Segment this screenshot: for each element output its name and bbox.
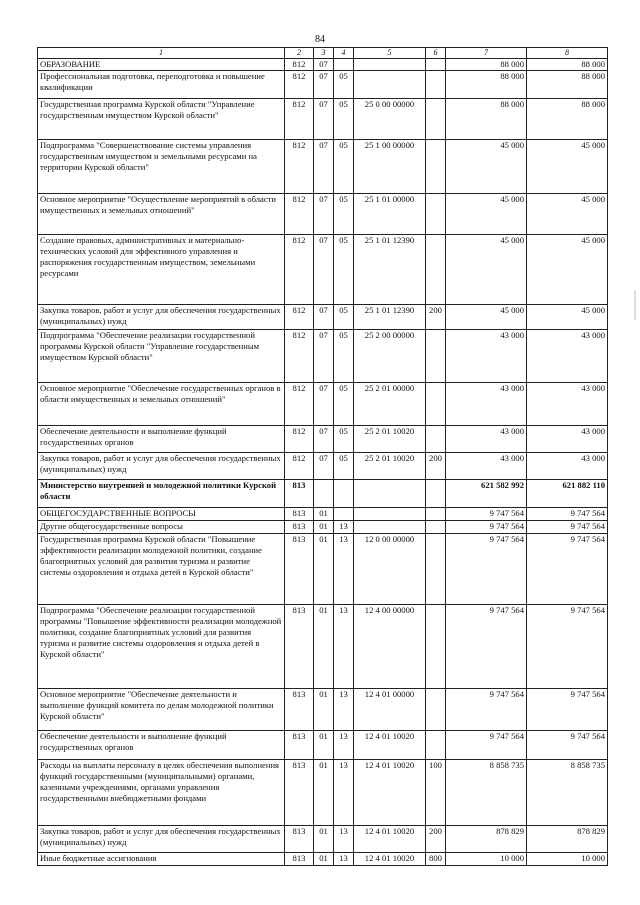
cell-rz: 01 xyxy=(314,521,334,534)
cell-grbs: 812 xyxy=(285,59,314,71)
cell-vr: 200 xyxy=(426,305,446,330)
cell-rz: 07 xyxy=(314,426,334,453)
row-name: Министерство внутренней и молодежной политики Курской области xyxy=(38,480,285,508)
cell-csr xyxy=(354,71,426,99)
column-number-row xyxy=(38,48,608,59)
cell-grbs: 813 xyxy=(285,760,314,826)
cell-csr xyxy=(354,521,426,534)
cell-amount-year2: 45 000 xyxy=(527,140,608,194)
cell-rz: 07 xyxy=(314,453,334,480)
cell-pr: 13 xyxy=(334,826,354,853)
cell-grbs: 812 xyxy=(285,71,314,99)
cell-amount-year2: 88 000 xyxy=(527,99,608,140)
cell-amount-year1: 9 747 564 xyxy=(446,605,527,689)
table-row xyxy=(38,826,608,853)
cell-pr: 13 xyxy=(334,689,354,731)
row-name: Подпрограмма "Совершенствование системы управления государственным имуществом и земельными ресурсами на территории Курской области" xyxy=(38,140,285,194)
cell-vr: 200 xyxy=(426,453,446,480)
cell-vr xyxy=(426,59,446,71)
cell-vr xyxy=(426,140,446,194)
cell-rz: 07 xyxy=(314,194,334,235)
cell-rz: 07 xyxy=(314,99,334,140)
cell-amount-year2: 43 000 xyxy=(527,426,608,453)
cell-amount-year2: 9 747 564 xyxy=(527,508,608,521)
cell-amount-year1: 621 582 992 xyxy=(446,480,527,508)
table-row xyxy=(38,480,608,508)
cell-amount-year2: 45 000 xyxy=(527,305,608,330)
column-header: 4 xyxy=(334,48,354,59)
cell-csr: 25 2 01 00000 xyxy=(354,383,426,426)
cell-amount-year1: 45 000 xyxy=(446,305,527,330)
cell-amount-year1: 9 747 564 xyxy=(446,689,527,731)
table-row xyxy=(38,71,608,99)
cell-csr: 12 4 00 00000 xyxy=(354,605,426,689)
cell-amount-year1: 88 000 xyxy=(446,71,527,99)
cell-amount-year2: 9 747 564 xyxy=(527,689,608,731)
cell-rz: 01 xyxy=(314,534,334,605)
table-row xyxy=(38,521,608,534)
column-header: 5 xyxy=(354,48,426,59)
cell-grbs: 812 xyxy=(285,305,314,330)
cell-csr: 25 1 01 12390 xyxy=(354,305,426,330)
cell-vr xyxy=(426,480,446,508)
cell-pr xyxy=(334,508,354,521)
table-row xyxy=(38,508,608,521)
table-row xyxy=(38,59,608,71)
cell-amount-year2: 9 747 564 xyxy=(527,534,608,605)
row-name: Подпрограмма "Обеспечение реализации государственной программы Курской области "Управление государственным имуществом Курской области" xyxy=(38,330,285,383)
cell-csr: 12 4 01 00000 xyxy=(354,689,426,731)
cell-csr: 25 2 01 10020 xyxy=(354,426,426,453)
cell-pr: 13 xyxy=(334,521,354,534)
table-row xyxy=(38,194,608,235)
cell-csr: 25 1 01 00000 xyxy=(354,194,426,235)
table-row xyxy=(38,383,608,426)
cell-amount-year2: 9 747 564 xyxy=(527,731,608,760)
row-name: Обеспечение деятельности и выполнение функций государственных органов xyxy=(38,731,285,760)
cell-csr: 25 1 00 00000 xyxy=(354,140,426,194)
row-name: Другие общегосударственные вопросы xyxy=(38,521,285,534)
table-row xyxy=(38,99,608,140)
cell-amount-year2: 88 000 xyxy=(527,59,608,71)
cell-amount-year1: 9 747 564 xyxy=(446,508,527,521)
cell-amount-year2: 8 858 735 xyxy=(527,760,608,826)
cell-pr: 05 xyxy=(334,383,354,426)
cell-vr xyxy=(426,689,446,731)
cell-grbs: 813 xyxy=(285,521,314,534)
cell-rz: 01 xyxy=(314,689,334,731)
cell-csr xyxy=(354,480,426,508)
cell-vr xyxy=(426,99,446,140)
row-name: Основное мероприятие "Осуществление мероприятий в области имущественных и земельных отношений" xyxy=(38,194,285,235)
cell-pr: 05 xyxy=(334,453,354,480)
cell-grbs: 812 xyxy=(285,140,314,194)
cell-pr: 05 xyxy=(334,99,354,140)
cell-pr: 05 xyxy=(334,71,354,99)
cell-amount-year1: 88 000 xyxy=(446,59,527,71)
cell-amount-year2: 10 000 xyxy=(527,853,608,866)
cell-amount-year1: 9 747 564 xyxy=(446,534,527,605)
column-header: 6 xyxy=(426,48,446,59)
cell-pr: 05 xyxy=(334,426,354,453)
cell-grbs: 812 xyxy=(285,99,314,140)
cell-pr: 13 xyxy=(334,731,354,760)
cell-csr: 25 0 00 00000 xyxy=(354,99,426,140)
cell-amount-year2: 621 882 110 xyxy=(527,480,608,508)
cell-rz: 07 xyxy=(314,71,334,99)
row-name: Государственная программа Курской области "Управление государственным имуществом Курской области" xyxy=(38,99,285,140)
cell-vr xyxy=(426,194,446,235)
cell-vr xyxy=(426,731,446,760)
cell-amount-year2: 9 747 564 xyxy=(527,605,608,689)
cell-csr: 25 2 00 00000 xyxy=(354,330,426,383)
cell-vr: 200 xyxy=(426,826,446,853)
cell-grbs: 813 xyxy=(285,853,314,866)
cell-grbs: 812 xyxy=(285,426,314,453)
cell-csr: 25 1 01 12390 xyxy=(354,235,426,305)
cell-csr: 12 4 01 10020 xyxy=(354,853,426,866)
cell-amount-year2: 45 000 xyxy=(527,194,608,235)
cell-rz: 07 xyxy=(314,383,334,426)
cell-amount-year1: 45 000 xyxy=(446,140,527,194)
cell-rz: 07 xyxy=(314,330,334,383)
cell-csr: 12 4 01 10020 xyxy=(354,760,426,826)
row-name: Профессиональная подготовка, переподготовка и повышение квалификации xyxy=(38,71,285,99)
cell-pr xyxy=(334,480,354,508)
cell-rz xyxy=(314,480,334,508)
cell-pr: 13 xyxy=(334,534,354,605)
cell-amount-year1: 878 829 xyxy=(446,826,527,853)
row-name: Подпрограмма "Обеспечение реализации государственной программы "Повышение эффективности реализации молодежной политики, создание благоприятных условий для развития туризма и развитие системы оздоровления и отдыха детей в Курской области" xyxy=(38,605,285,689)
cell-pr xyxy=(334,59,354,71)
cell-vr xyxy=(426,534,446,605)
cell-vr xyxy=(426,383,446,426)
cell-vr xyxy=(426,605,446,689)
cell-amount-year1: 43 000 xyxy=(446,426,527,453)
cell-grbs: 813 xyxy=(285,534,314,605)
cell-amount-year1: 9 747 564 xyxy=(446,731,527,760)
cell-grbs: 813 xyxy=(285,731,314,760)
cell-csr: 12 4 01 10020 xyxy=(354,731,426,760)
cell-csr: 12 4 01 10020 xyxy=(354,826,426,853)
table-row xyxy=(38,760,608,826)
cell-rz: 07 xyxy=(314,59,334,71)
table-row xyxy=(38,140,608,194)
budget-table xyxy=(37,47,608,866)
row-name: Иные бюджетные ассигнования xyxy=(38,853,285,866)
cell-grbs: 813 xyxy=(285,508,314,521)
column-header: 8 xyxy=(527,48,608,59)
cell-amount-year1: 43 000 xyxy=(446,453,527,480)
row-name: Обеспечение деятельности и выполнение функций государственных органов xyxy=(38,426,285,453)
cell-pr: 13 xyxy=(334,760,354,826)
cell-grbs: 812 xyxy=(285,235,314,305)
row-name: ОБРАЗОВАНИЕ xyxy=(38,59,285,71)
cell-vr xyxy=(426,71,446,99)
cell-pr: 13 xyxy=(334,853,354,866)
cell-pr: 05 xyxy=(334,330,354,383)
row-name: Закупка товаров, работ и услуг для обеспечения государственных (муниципальных) нужд xyxy=(38,453,285,480)
cell-grbs: 812 xyxy=(285,453,314,480)
cell-vr xyxy=(426,330,446,383)
row-name: Создание правовых, административных и материально-технических условий для эффективного управления и распоряжения государственным имуществом, земельными ресурсами xyxy=(38,235,285,305)
cell-grbs: 813 xyxy=(285,826,314,853)
cell-amount-year2: 43 000 xyxy=(527,453,608,480)
page-number: 84 xyxy=(315,34,325,45)
row-name: Государственная программа Курской области "Повышение эффективности реализации молодежной политики, создание благоприятных условий для развития туризма и развитие системы оздоровления и отдыха детей в Курской области" xyxy=(38,534,285,605)
row-name: Основное мероприятие "Обеспечение деятельности и выполнение функций комитета по делам молодежной политики Курской области" xyxy=(38,689,285,731)
cell-amount-year2: 45 000 xyxy=(527,235,608,305)
cell-grbs: 813 xyxy=(285,689,314,731)
cell-csr: 25 2 01 10020 xyxy=(354,453,426,480)
cell-vr: 100 xyxy=(426,760,446,826)
table-row xyxy=(38,330,608,383)
cell-grbs: 812 xyxy=(285,194,314,235)
cell-rz: 01 xyxy=(314,826,334,853)
cell-vr xyxy=(426,426,446,453)
table-row xyxy=(38,605,608,689)
cell-csr: 12 0 00 00000 xyxy=(354,534,426,605)
table-row xyxy=(38,426,608,453)
cell-vr: 800 xyxy=(426,853,446,866)
column-header: 1 xyxy=(38,48,285,59)
cell-amount-year1: 45 000 xyxy=(446,235,527,305)
column-header: 3 xyxy=(314,48,334,59)
cell-grbs: 813 xyxy=(285,605,314,689)
cell-pr: 05 xyxy=(334,235,354,305)
cell-rz: 01 xyxy=(314,853,334,866)
column-header: 7 xyxy=(446,48,527,59)
table-row xyxy=(38,534,608,605)
cell-pr: 05 xyxy=(334,194,354,235)
cell-amount-year2: 43 000 xyxy=(527,330,608,383)
table-row xyxy=(38,453,608,480)
cell-amount-year1: 8 858 735 xyxy=(446,760,527,826)
cell-vr xyxy=(426,508,446,521)
row-name: Закупка товаров, работ и услуг для обеспечения государственных (муниципальных) нужд xyxy=(38,826,285,853)
cell-vr xyxy=(426,521,446,534)
row-name: Закупка товаров, работ и услуг для обеспечения государственных (муниципальных) нужд xyxy=(38,305,285,330)
cell-grbs: 812 xyxy=(285,330,314,383)
cell-amount-year2: 9 747 564 xyxy=(527,521,608,534)
cell-amount-year1: 88 000 xyxy=(446,99,527,140)
cell-amount-year2: 88 000 xyxy=(527,71,608,99)
cell-rz: 01 xyxy=(314,731,334,760)
scan-edge-mark xyxy=(634,290,636,320)
table-row xyxy=(38,853,608,866)
cell-amount-year1: 10 000 xyxy=(446,853,527,866)
cell-grbs: 813 xyxy=(285,480,314,508)
cell-rz: 01 xyxy=(314,605,334,689)
cell-rz: 07 xyxy=(314,140,334,194)
row-name: Расходы на выплаты персоналу в целях обеспечения выполнения функций государственными (муниципальными) органами, казенными учреждениями, органами управления государственными внебюджетными фондами xyxy=(38,760,285,826)
cell-rz: 01 xyxy=(314,508,334,521)
cell-amount-year1: 43 000 xyxy=(446,383,527,426)
cell-pr: 05 xyxy=(334,305,354,330)
cell-amount-year1: 43 000 xyxy=(446,330,527,383)
cell-amount-year1: 9 747 564 xyxy=(446,521,527,534)
cell-rz: 07 xyxy=(314,235,334,305)
cell-pr: 05 xyxy=(334,140,354,194)
cell-csr xyxy=(354,59,426,71)
table-row xyxy=(38,689,608,731)
cell-amount-year2: 43 000 xyxy=(527,383,608,426)
cell-amount-year1: 45 000 xyxy=(446,194,527,235)
column-header: 2 xyxy=(285,48,314,59)
cell-amount-year2: 878 829 xyxy=(527,826,608,853)
table-row xyxy=(38,235,608,305)
row-name: ОБЩЕГОСУДАРСТВЕННЫЕ ВОПРОСЫ xyxy=(38,508,285,521)
cell-grbs: 812 xyxy=(285,383,314,426)
cell-pr: 13 xyxy=(334,605,354,689)
table-row xyxy=(38,305,608,330)
cell-csr xyxy=(354,508,426,521)
cell-rz: 07 xyxy=(314,305,334,330)
cell-vr xyxy=(426,235,446,305)
table-row xyxy=(38,731,608,760)
cell-rz: 01 xyxy=(314,760,334,826)
row-name: Основное мероприятие "Обеспечение государственных органов в области имущественных и земельных отношений" xyxy=(38,383,285,426)
